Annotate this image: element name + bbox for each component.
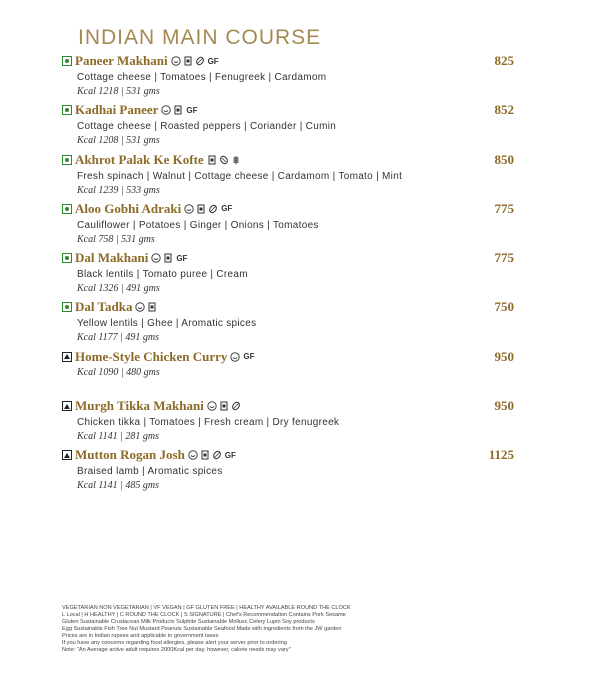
gluten-free-badge: GF [224, 450, 236, 460]
healthy-icon [171, 56, 181, 66]
dish-description: Chicken tikka | Tomatoes | Fresh cream | Dry fenugreek [77, 417, 340, 429]
dish-name: Dal Makhani [75, 250, 149, 266]
dish-description: Cauliflower | Potatoes | Ginger | Onions | Tomatoes [77, 219, 319, 231]
dish-description: Black lentils | Tomato puree | Cream [77, 269, 248, 281]
dietary-icons [207, 155, 241, 165]
non-vegetarian-icon [62, 401, 72, 411]
dietary-icons [230, 352, 254, 362]
menu-item [62, 446, 520, 495]
non-vegetarian-icon [62, 352, 72, 362]
dietary-icons [161, 105, 197, 115]
dish-name: Aloo Gobhi Adraki [75, 200, 182, 216]
dish-calories: Kcal 1177 | 491 gms [77, 332, 160, 344]
dish-name: Paneer Makhani [75, 53, 168, 68]
dish-description: Braised lamb | Aromatic spices [77, 466, 223, 478]
dish-price: 825 [494, 53, 514, 68]
gluten-free-badge: GF [207, 56, 219, 66]
menu-item [62, 200, 520, 249]
legend-line: Note: "An Average active adult requires 2000Kcal per day, however, calorie needs may vary" [62, 647, 291, 653]
vegetarian-icon [62, 155, 72, 165]
menu-item [62, 52, 520, 101]
dietary-icons [135, 302, 157, 312]
legend-line: VEGETARIAN NON VEGETARIAN | VF VEGAN | GF GLUTEN FREE | HEALTHY AVAILABLE ROUND THE CLOCK [62, 605, 351, 611]
dish-description: Fresh spinach | Walnut | Cottage cheese | Cardamom | Tomato | Mint [77, 170, 403, 182]
healthy-icon [207, 401, 217, 411]
milk-icon [196, 204, 206, 214]
dish-calories: Kcal 1218 | 531 gms [77, 86, 160, 97]
milk-icon [183, 56, 193, 66]
dish-name: Mutton Rogan Josh [75, 447, 185, 463]
dish-name: Murgh Tikka Makhani [75, 398, 204, 414]
dish-calories: Kcal 1326 | 491 gms [77, 283, 160, 295]
gluten-icon [208, 204, 218, 214]
menu-item [62, 151, 520, 200]
dish-name: Dal Tadka [75, 299, 133, 315]
healthy-icon [184, 204, 194, 214]
gluten-free-badge: GF [243, 352, 255, 362]
vegetarian-icon [62, 302, 72, 312]
dish-price: 750 [494, 299, 514, 315]
menu-list [62, 52, 520, 496]
dietary-icons [207, 401, 241, 411]
non-vegetarian-icon [62, 450, 72, 460]
dish-name: Kadhai Paneer [75, 102, 159, 118]
vegetarian-icon [62, 56, 72, 66]
dish-calories: Kcal 1208 | 531 gms [77, 135, 160, 147]
gluten-free-badge: GF [176, 253, 188, 263]
menu-item-header [62, 397, 520, 415]
menu-item-header [62, 249, 520, 267]
healthy-icon [161, 105, 171, 115]
menu-item [62, 348, 520, 397]
menu-item-header [62, 101, 520, 119]
gluten-free-badge: GF [186, 105, 198, 115]
menu-item-header [62, 151, 520, 169]
menu-item [62, 397, 520, 446]
dish-price: 950 [494, 348, 514, 364]
healthy-icon [188, 450, 198, 460]
dietary-icons [184, 204, 232, 214]
menu-item-header [62, 446, 520, 464]
section-title: INDIAN MAIN COURSE [78, 26, 322, 49]
milk-icon [207, 155, 217, 165]
dietary-icons [188, 450, 236, 460]
dish-description: Cottage cheese | Roasted peppers | Coriander | Cumin [77, 121, 337, 133]
gluten-wheat-icon [231, 155, 241, 165]
dish-price: 1125 [488, 447, 514, 463]
dish-price: 850 [494, 151, 514, 167]
dish-calories: Kcal 1239 | 533 gms [77, 184, 160, 196]
dish-price: 852 [494, 102, 514, 118]
gluten-icon [212, 450, 222, 460]
dish-description: Yellow lentils | Ghee | Aromatic spices [77, 318, 257, 330]
healthy-icon [151, 253, 161, 263]
dish-calories: Kcal 1141 | 485 gms [77, 480, 160, 492]
healthy-icon [135, 302, 145, 312]
dish-price: 775 [494, 200, 514, 216]
vegetarian-icon [62, 105, 72, 115]
gluten-icon [195, 56, 205, 66]
dish-calories: Kcal 758 | 531 gms [77, 233, 155, 245]
milk-icon [163, 253, 173, 263]
menu-item [62, 298, 520, 347]
legend-line: Prices are in Indian rupees and applicable to government taxes [62, 633, 219, 639]
dietary-icons [171, 56, 219, 66]
legend-line: Gluten Sustainable Crustacean Milk Products Sulphite Sustainable Mollusc Celery Lupin Soy products [62, 619, 315, 625]
dish-description: Cottage cheese | Tomatoes | Fenugreek | Cardamom [77, 72, 327, 83]
menu-item-header [62, 200, 520, 218]
dish-name: Home-Style Chicken Curry [75, 348, 228, 364]
dish-calories: Kcal 1090 | 480 gms [77, 366, 160, 378]
dish-price: 950 [494, 398, 514, 414]
milk-icon [219, 401, 229, 411]
tree-nut-icon [219, 155, 229, 165]
legend-line: Egg Sustainable Fish Tree Nut Mustard Peanuts Sustainable Seafood Made with ingredients from the JW garden [62, 626, 342, 632]
menu-item [62, 249, 520, 298]
dietary-icons [151, 253, 187, 263]
milk-icon [147, 302, 157, 312]
gluten-icon [231, 401, 241, 411]
gluten-free-badge: GF [221, 204, 233, 214]
legend-line: L Local | H HEALTHY | C ROUND THE CLOCK | S SIGNATURE | Chef's Recommendation Contains Pork Sesame [62, 612, 346, 618]
dish-price: 775 [494, 250, 514, 266]
menu-item-header [62, 298, 520, 316]
legend [62, 605, 472, 654]
milk-icon [200, 450, 210, 460]
vegetarian-icon [62, 204, 72, 214]
legend-line: If you have any concerns regarding food allergies, please alert your server prior to ordering [62, 640, 287, 646]
dish-name: Akhrot Palak Ke Kofte [75, 151, 204, 167]
dish-calories: Kcal 1141 | 281 gms [77, 431, 160, 443]
healthy-icon [230, 352, 240, 362]
menu-item-header [62, 52, 520, 70]
vegetarian-icon [62, 253, 72, 263]
menu-item [62, 101, 520, 150]
milk-icon [173, 105, 183, 115]
menu-item-header [62, 348, 520, 366]
